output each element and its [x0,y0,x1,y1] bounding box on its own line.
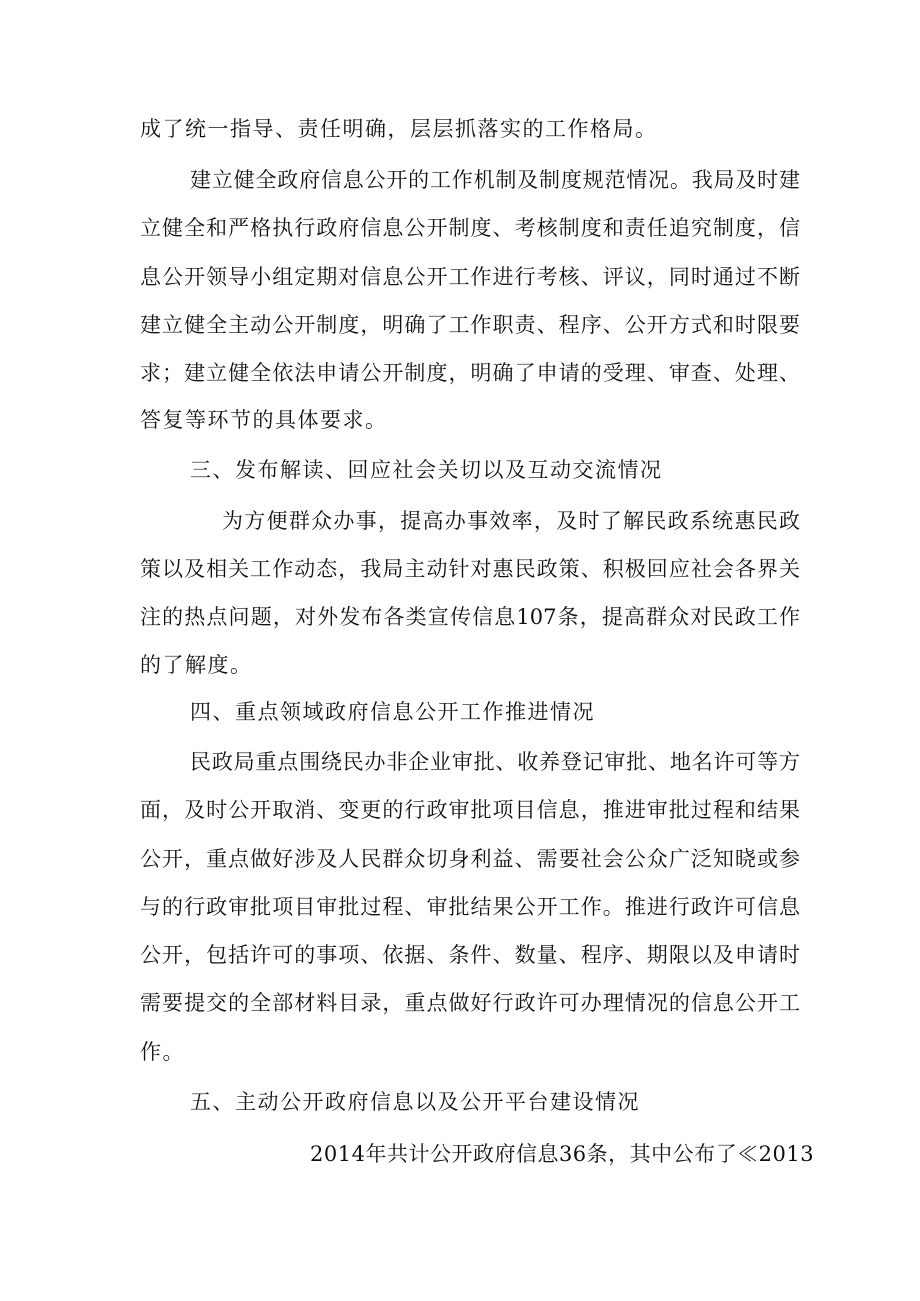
paragraph-line: 面，及时公开取消、变更的行政审批项目信息，推进审批过程和结果 [140,798,800,822]
section-heading: 四、重点领域政府信息公开工作推进情况 [190,700,595,724]
paragraph-line: 作。 [140,1040,185,1064]
paragraph-line: 成了统一指导、责任明确，层层抓落实的工作格局。 [140,117,658,141]
paragraph-line: 公开，包括许可的事项、依据、条件、数量、程序、期限以及申请时 [140,943,800,967]
paragraph-line: 立健全和严格执行政府信息公开制度、考核制度和责任追究制度，信 [140,216,800,240]
paragraph-line: 建立健全政府信息公开的工作机制及制度规范情况。我局及时建 [190,168,800,192]
paragraph-line: 注的热点问题，对外发布各类宣传信息107条，提高群众对民政工作 [140,605,800,629]
section-heading: 五、主动公开政府信息以及公开平台建设情况 [190,1090,640,1114]
paragraph-line: 公开，重点做好涉及人民群众切身利益、需要社会公众广泛知晓或参 [140,847,800,871]
paragraph-line: 答复等环节的具体要求。 [140,408,388,432]
paragraph-line: 需要提交的全部材料目录，重点做好行政许可办理情况的信息公开工 [140,991,800,1015]
paragraph-line: 2014年共计公开政府信息36条，其中公布了≪2013 [310,1142,815,1166]
paragraph-line: 策以及相关工作动态，我局主动针对惠民政策、积极回应社会各界关 [140,557,800,581]
paragraph-line: 民政局重点围绕民办非企业审批、收养登记审批、地名许可等方 [190,750,800,774]
paragraph-line: 为方便群众办事，提高办事效率，及时了解民政系统惠民政 [222,509,800,533]
section-heading: 三、发布解读、回应社会关切以及互动交流情况 [190,458,663,482]
paragraph-line: 息公开领导小组定期对信息公开工作进行考核、评议，同时通过不断 [140,265,800,289]
paragraph-line: 求；建立健全依法申请公开制度，明确了申请的受理、审查、处理、 [140,361,800,385]
paragraph-line: 与的行政审批项目审批过程、审批结果公开工作。推进行政许可信息 [140,895,800,919]
paragraph-line: 的了解度。 [140,653,253,677]
paragraph-line: 建立健全主动公开制度，明确了工作职责、程序、公开方式和时限要 [140,313,800,337]
